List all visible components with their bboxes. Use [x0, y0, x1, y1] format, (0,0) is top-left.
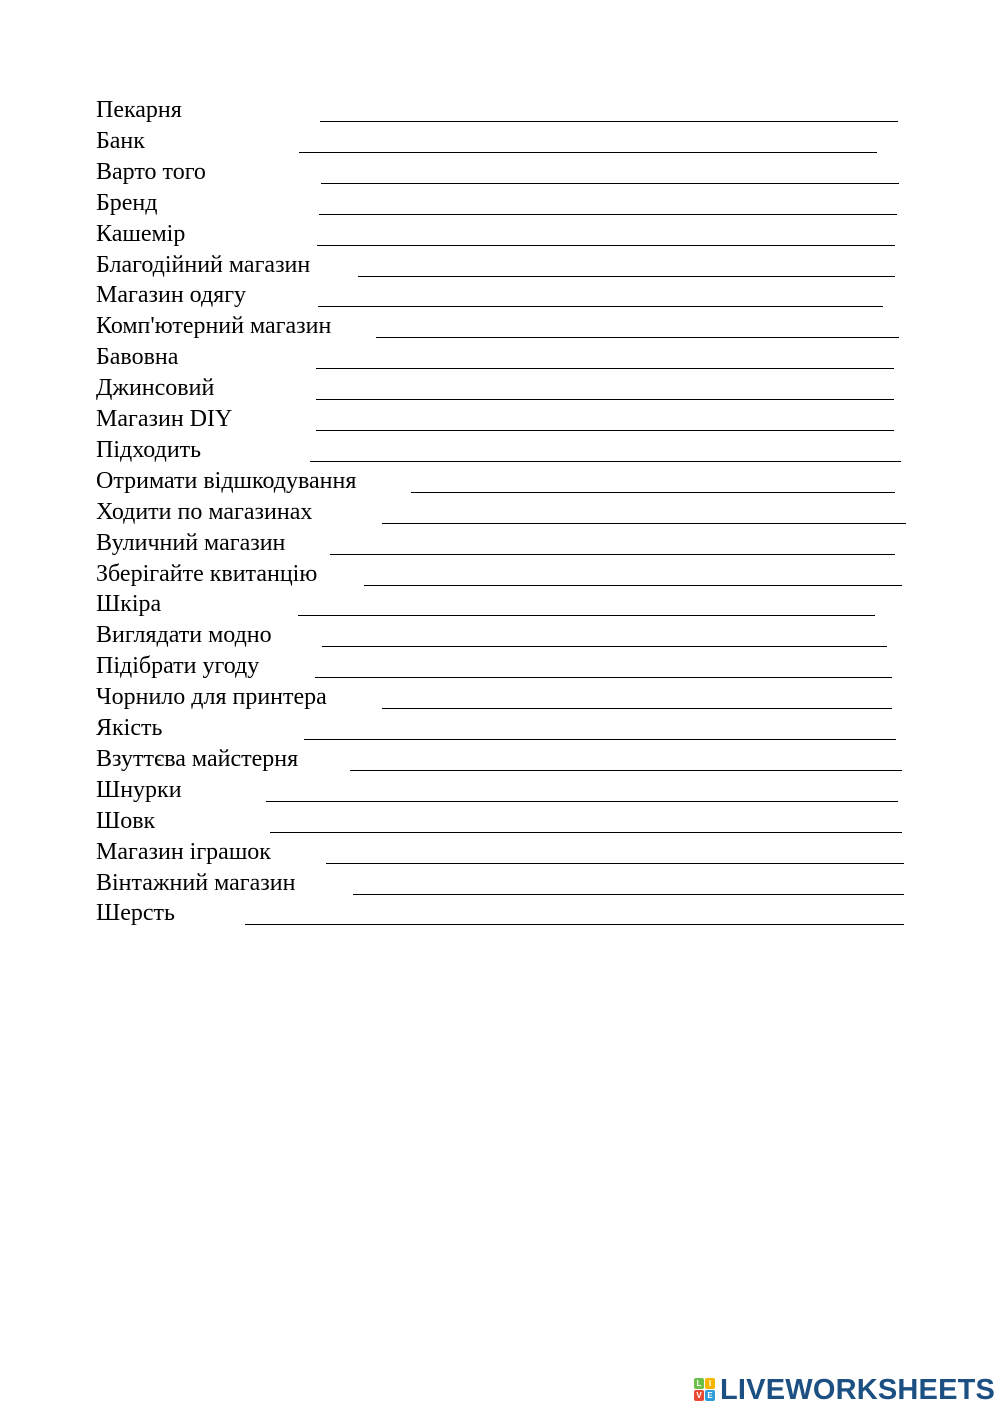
answer-blank-line[interactable]	[316, 399, 894, 400]
worksheet-row	[96, 436, 916, 467]
vocabulary-term: Вуличний магазин	[96, 529, 286, 556]
vocabulary-term: Шовк	[96, 807, 156, 834]
answer-blank-line[interactable]	[315, 677, 892, 678]
vocabulary-term: Шнурки	[96, 776, 182, 803]
liveworksheets-logo	[694, 1374, 995, 1406]
vocabulary-term: Отримати відшкодування	[96, 467, 357, 494]
answer-blank-line[interactable]	[270, 832, 902, 833]
worksheet-row	[96, 745, 916, 776]
worksheet-row	[96, 251, 916, 282]
worksheet-row	[96, 281, 916, 312]
answer-blank-line[interactable]	[310, 461, 901, 462]
worksheet-row	[96, 652, 916, 683]
answer-blank-line[interactable]	[320, 121, 898, 122]
vocabulary-term: Комп'ютерний магазин	[96, 313, 332, 340]
worksheet-row	[96, 621, 916, 652]
vocabulary-term: Взуттєва майстерня	[96, 745, 299, 772]
worksheet-row	[96, 312, 916, 343]
answer-blank-line[interactable]	[245, 924, 904, 925]
vocabulary-term: Бавовна	[96, 344, 179, 371]
worksheet-row	[96, 127, 916, 158]
logo-letter-v: V	[694, 1390, 704, 1401]
answer-blank-line[interactable]	[382, 523, 906, 524]
vocabulary-term: Джинсовий	[96, 375, 215, 402]
answer-blank-line[interactable]	[321, 183, 899, 184]
answer-blank-line[interactable]	[316, 368, 894, 369]
worksheet-row	[96, 838, 916, 869]
worksheet-row	[96, 498, 916, 529]
worksheet-row	[96, 776, 916, 807]
answer-blank-line[interactable]	[304, 739, 896, 740]
answer-blank-line[interactable]	[353, 894, 904, 895]
worksheet-row	[96, 529, 916, 560]
answer-blank-line[interactable]	[299, 152, 877, 153]
worksheet-row	[96, 899, 916, 930]
worksheet-row	[96, 189, 916, 220]
worksheet-row	[96, 96, 916, 127]
answer-blank-line[interactable]	[298, 615, 875, 616]
liveworksheets-logo-text: LIVEWORKSHEETS	[720, 1374, 996, 1406]
vocabulary-term: Магазин DIY	[96, 406, 233, 432]
vocabulary-term: Магазин одягу	[96, 282, 247, 309]
vocabulary-term: Зберігайте квитанцію	[96, 560, 318, 587]
answer-blank-line[interactable]	[330, 554, 895, 555]
worksheet-row	[96, 467, 916, 498]
worksheet-row	[96, 683, 916, 714]
vocabulary-term: Шерсть	[96, 900, 175, 927]
answer-blank-line[interactable]	[322, 646, 887, 647]
answer-blank-line[interactable]	[319, 214, 897, 215]
answer-blank-line[interactable]	[350, 770, 902, 771]
answer-blank-line[interactable]	[364, 585, 902, 586]
logo-letter-e: E	[705, 1390, 715, 1401]
vocabulary-term: Варто того	[96, 158, 206, 185]
answer-blank-line[interactable]	[317, 245, 895, 246]
vocabulary-term: Підходить	[96, 436, 202, 463]
worksheet-row	[96, 220, 916, 251]
answer-blank-line[interactable]	[382, 708, 892, 709]
vocabulary-term: Благодійний магазин	[96, 251, 311, 278]
answer-blank-line[interactable]	[411, 492, 895, 493]
vocabulary-term: Кашемір	[96, 220, 186, 247]
vocabulary-term: Виглядати модно	[96, 622, 272, 649]
vocabulary-term: Пекарня	[96, 97, 182, 123]
worksheet-row	[96, 374, 916, 405]
answer-blank-line[interactable]	[376, 337, 899, 338]
worksheet-row	[96, 343, 916, 374]
worksheet-row	[96, 714, 916, 745]
vocabulary-term: Бренд	[96, 189, 158, 216]
vocabulary-term: Магазин іграшок	[96, 838, 271, 865]
vocabulary-term: Підібрати угоду	[96, 653, 260, 680]
answer-blank-line[interactable]	[358, 276, 895, 277]
answer-blank-line[interactable]	[266, 801, 898, 802]
worksheet-row	[96, 869, 916, 900]
vocabulary-term: Якість	[96, 715, 163, 741]
vocabulary-term: Шкіра	[96, 591, 162, 618]
worksheet-row	[96, 560, 916, 591]
answer-blank-line[interactable]	[326, 863, 904, 864]
worksheet-row	[96, 405, 916, 436]
logo-letter-i: I	[705, 1378, 715, 1389]
logo-letter-l: L	[694, 1378, 704, 1389]
liveworksheets-logo-icon	[694, 1378, 716, 1402]
answer-blank-line[interactable]	[318, 306, 883, 307]
vocabulary-term: Ходити по магазинах	[96, 498, 313, 525]
vocabulary-term: Вінтажний магазин	[96, 869, 296, 896]
worksheet-row	[96, 158, 916, 189]
answer-blank-line[interactable]	[316, 430, 894, 431]
worksheet-row	[96, 590, 916, 621]
vocabulary-term: Чорнило для принтера	[96, 684, 327, 711]
vocabulary-term: Банк	[96, 127, 145, 154]
worksheet-row	[96, 807, 916, 838]
